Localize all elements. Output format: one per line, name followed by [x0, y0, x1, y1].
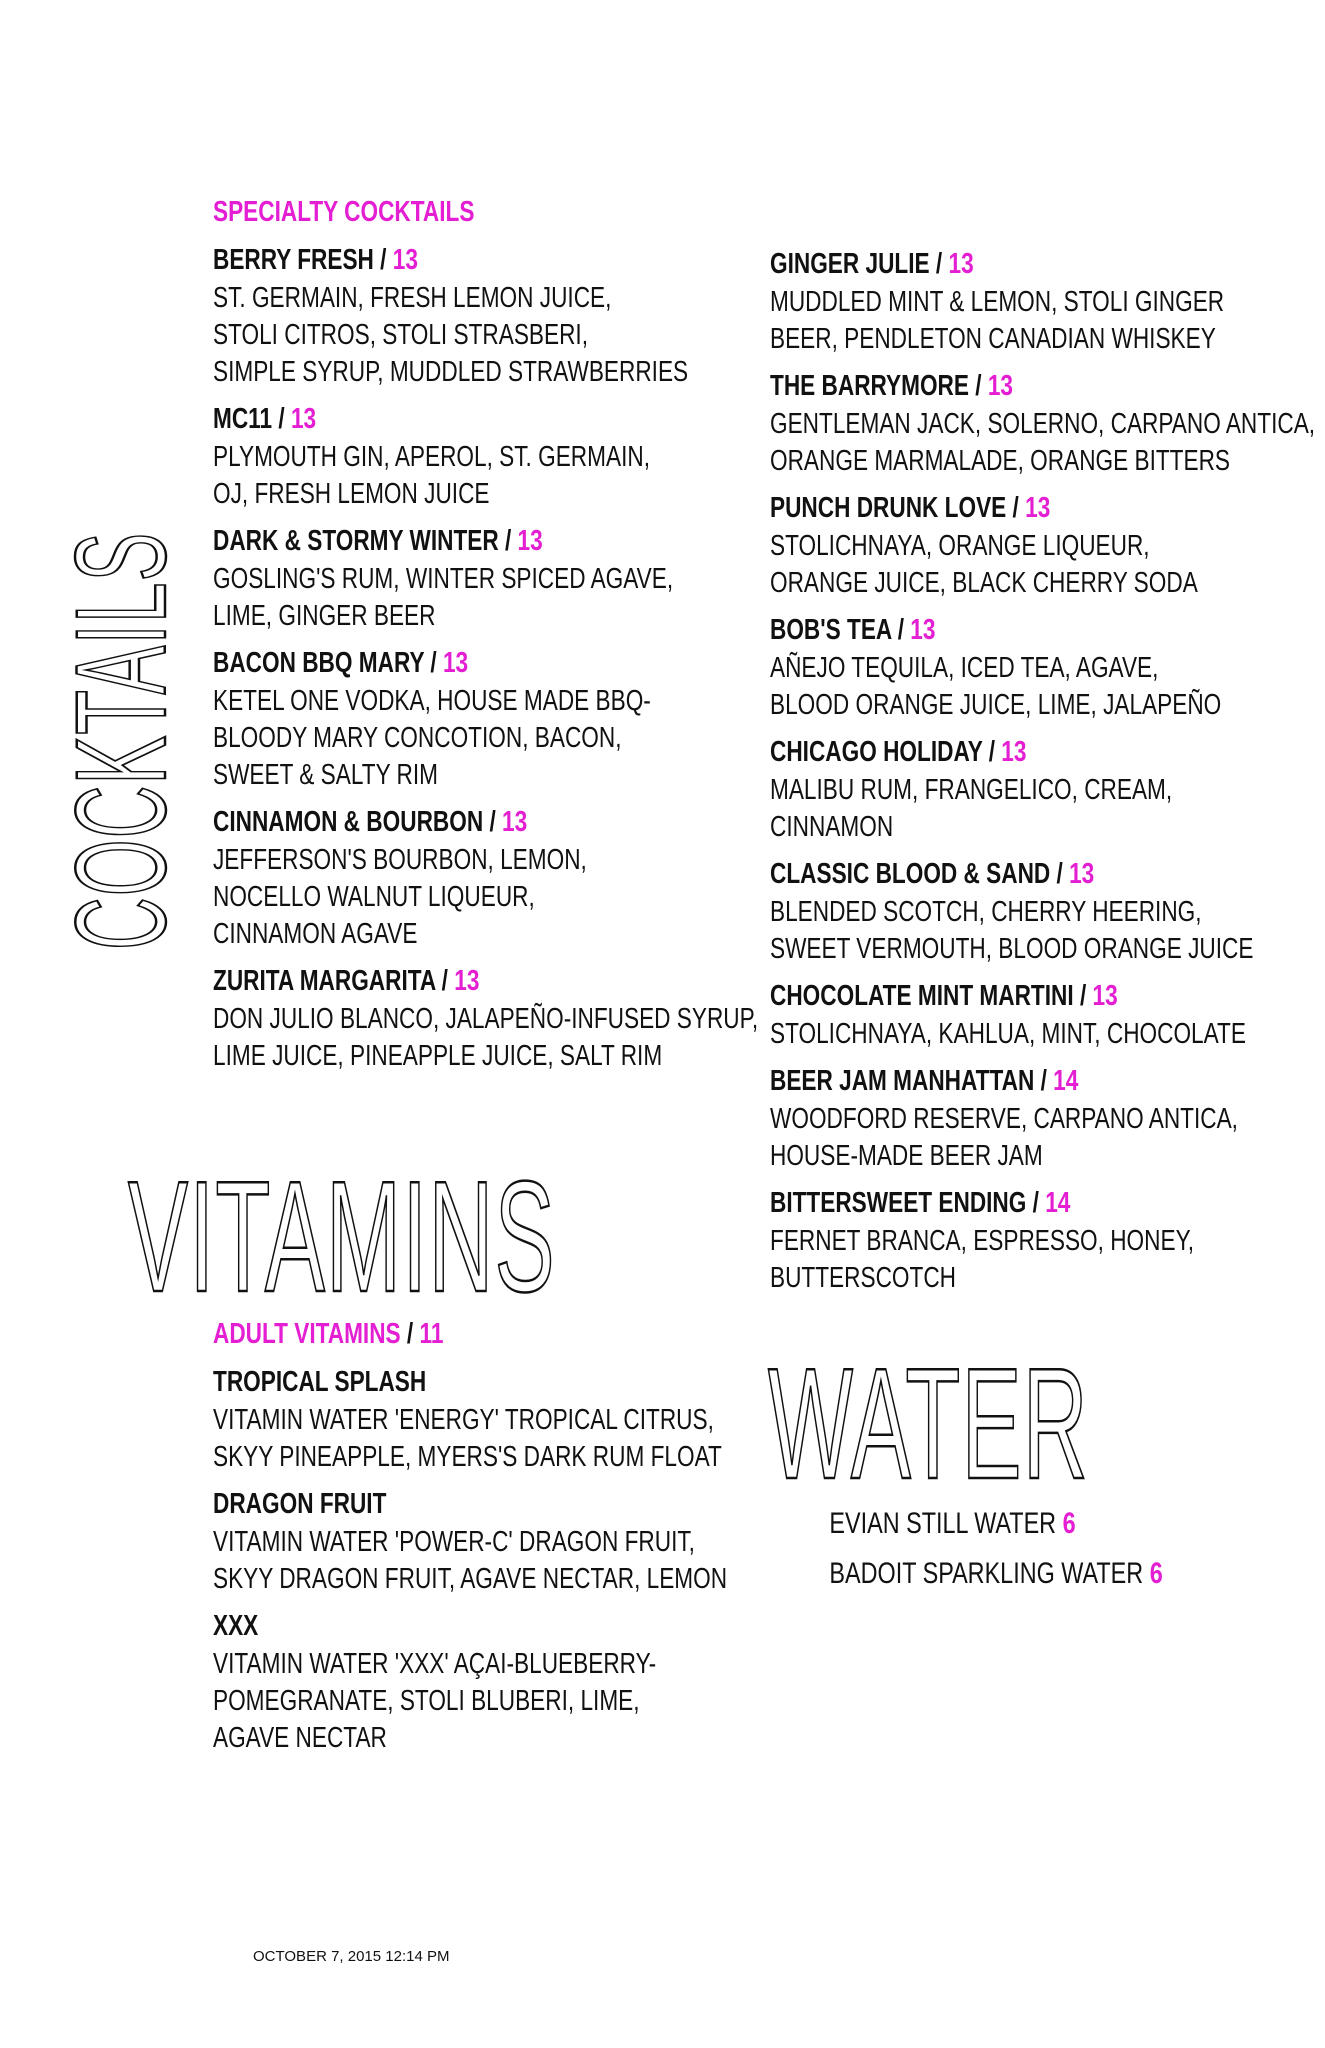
menu-item-name: DRAGON FRUIT — [213, 1488, 387, 1520]
menu-item-description-line: FERNET BRANCA, ESPRESSO, HONEY, — [770, 1225, 1195, 1257]
menu-item-xxx — [213, 1608, 773, 1757]
menu-item-price: 13 — [454, 965, 480, 997]
menu-item-name: CINNAMON & BOURBON — [213, 806, 484, 838]
menu-item-name-line — [213, 523, 650, 561]
menu-item-name: BACON BBQ MARY — [213, 647, 425, 679]
menu-item-description-line: OJ, FRESH LEMON JUICE — [213, 478, 490, 510]
menu-item-description-line: KETEL ONE VODKA, HOUSE MADE BBQ- — [213, 685, 651, 717]
menu-item-price: 13 — [987, 370, 1014, 402]
price-separator: / — [929, 248, 949, 280]
price-separator: / — [424, 647, 443, 679]
price-separator: / — [1034, 1065, 1054, 1097]
water-item-name: EVIAN STILL WATER — [829, 1507, 1057, 1540]
menu-item-price: 14 — [1053, 1065, 1079, 1097]
menu-item-mc11 — [213, 401, 773, 513]
menu-item-name: PUNCH DRUNK LOVE — [770, 492, 1007, 524]
menu-item-price: 13 — [502, 806, 528, 838]
specialty-cocktails-heading: SPECIALTY COCKTAILS — [213, 196, 475, 228]
menu-item-description-line: LIME JUICE, PINEAPPLE JUICE, SALT RIM — [213, 1040, 663, 1072]
menu-item-price: 14 — [1045, 1187, 1071, 1219]
menu-item-name: THE BARRYMORE — [770, 370, 969, 402]
water-item-price: 6 — [1149, 1557, 1163, 1590]
menu-item-price: 13 — [1001, 736, 1027, 768]
price-separator: / — [272, 403, 291, 435]
menu-item-name: ZURITA MARGARITA — [213, 965, 436, 997]
menu-item-description-line: BLOODY MARY CONCOTION, BACON, — [213, 722, 622, 754]
menu-item-description-line: WOODFORD RESERVE, CARPANO ANTICA, — [770, 1103, 1238, 1135]
menu-item-name: BITTERSWEET ENDING — [770, 1187, 1027, 1219]
menu-item-description-line: VITAMIN WATER 'POWER-C' DRAGON FRUIT, — [213, 1526, 695, 1558]
menu-item-bittersweet-ending — [770, 1185, 1310, 1297]
menu-item-description-line: STOLICHNAYA, KAHLUA, MINT, CHOCOLATE — [770, 1018, 1246, 1050]
menu-item-name: XXX — [213, 1610, 259, 1642]
menu-item-description-line: HOUSE-MADE BEER JAM — [770, 1140, 1043, 1172]
menu-item-zurita-margarita — [213, 963, 773, 1075]
menu-item-name-line — [770, 734, 1191, 772]
menu-item-name-line — [213, 804, 650, 842]
menu-item-name: MC11 — [213, 403, 273, 435]
vitamins-title: VITAMINS — [128, 1149, 556, 1325]
menu-item-description-line: BUTTERSCOTCH — [770, 1262, 956, 1294]
menu-item-price: 13 — [290, 403, 317, 435]
specialty-cocktails-left-column — [213, 196, 773, 1085]
cocktails-title: COCKTAILS — [50, 531, 193, 950]
menu-item-name-line — [213, 1608, 650, 1646]
menu-item-description-line: AGAVE NECTAR — [213, 1722, 387, 1754]
price-separator: / — [435, 965, 455, 997]
menu-item-price: 13 — [910, 614, 936, 646]
water-item-name: BADOIT SPARKLING WATER — [829, 1557, 1144, 1590]
water-section — [770, 1503, 1310, 1603]
menu-item-name-line — [770, 612, 1191, 650]
menu-item-price: 13 — [1025, 492, 1051, 524]
menu-item-name: CLASSIC BLOOD & SAND — [770, 858, 1051, 890]
price-separator: / — [498, 525, 518, 557]
menu-item-description-line: ORANGE JUICE, BLACK CHERRY SODA — [770, 567, 1198, 599]
menu-item-cinnamon-bourbon — [213, 804, 773, 953]
menu-item-classic-blood-sand — [770, 856, 1310, 968]
menu-item-description-line: CINNAMON AGAVE — [213, 918, 418, 950]
menu-item-berry-fresh — [213, 242, 773, 391]
menu-item-description-line: LIME, GINGER BEER — [213, 600, 436, 632]
menu-item-description-line: BLENDED SCOTCH, CHERRY HEERING, — [770, 896, 1202, 928]
menu-item-description-line: SIMPLE SYRUP, MUDDLED STRAWBERRIES — [213, 356, 689, 388]
menu-item-name-line — [213, 1364, 650, 1402]
menu-item-description-line: NOCELLO WALNUT LIQUEUR, — [213, 881, 535, 913]
water-item-badoit-sparkling-water — [829, 1553, 1250, 1603]
menu-item-description-line: POMEGRANATE, STOLI BLUBERI, LIME, — [213, 1685, 640, 1717]
menu-item-name-line — [770, 490, 1191, 528]
menu-item-bob-s-tea — [770, 612, 1310, 724]
menu-item-description-line: SKYY PINEAPPLE, MYERS'S DARK RUM FLOAT — [213, 1441, 722, 1473]
menu-item-description-line: PLYMOUTH GIN, APEROL, ST. GERMAIN, — [213, 441, 650, 473]
menu-item-description-line: JEFFERSON'S BOURBON, LEMON, — [213, 844, 587, 876]
adult-vitamins-section — [213, 1318, 773, 1767]
menu-item-ginger-julie — [770, 246, 1310, 358]
menu-item-name: GINGER JULIE — [770, 248, 930, 280]
menu-item-description-line: SKYY DRAGON FRUIT, AGAVE NECTAR, LEMON — [213, 1563, 728, 1595]
menu-item-name: CHOCOLATE MINT MARTINI — [770, 980, 1074, 1012]
menu-item-price: 13 — [442, 647, 469, 679]
menu-item-name-line — [770, 246, 1191, 284]
menu-item-name-line — [770, 856, 1191, 894]
price-separator: / — [373, 244, 393, 276]
menu-item-description-line: VITAMIN WATER 'ENERGY' TROPICAL CITRUS, — [213, 1404, 714, 1436]
price-separator: / — [1026, 1187, 1046, 1219]
price-separator: / — [968, 370, 988, 402]
print-timestamp: OCTOBER 7, 2015 12:14 PM — [253, 1948, 450, 1965]
adult-vitamins-price: 11 — [419, 1318, 444, 1350]
menu-item-dark-stormy-winter — [213, 523, 773, 635]
menu-item-chocolate-mint-martini — [770, 978, 1310, 1053]
menu-item-chicago-holiday — [770, 734, 1310, 846]
menu-item-description-line: SWEET VERMOUTH, BLOOD ORANGE JUICE — [770, 933, 1254, 965]
menu-item-beer-jam-manhattan — [770, 1063, 1310, 1175]
menu-item-name-line — [213, 1486, 650, 1524]
menu-item-description-line: BEER, PENDLETON CANADIAN WHISKEY — [770, 323, 1216, 355]
specialty-cocktails-right-column — [770, 246, 1316, 1307]
water-item-evian-still-water — [829, 1503, 1250, 1553]
menu-item-tropical-splash — [213, 1364, 773, 1476]
menu-item-description-line: MUDDLED MINT & LEMON, STOLI GINGER — [770, 286, 1225, 318]
adult-vitamins-heading-label: ADULT VITAMINS — [213, 1318, 401, 1350]
menu-item-name: BEER JAM MANHATTAN — [770, 1065, 1035, 1097]
price-separator: / — [483, 806, 503, 838]
menu-item-description-line: ST. GERMAIN, FRESH LEMON JUICE, — [213, 282, 612, 314]
menu-item-name-line — [770, 1063, 1191, 1101]
menu-item-the-barrymore — [770, 368, 1316, 480]
water-item-price: 6 — [1062, 1507, 1076, 1540]
menu-item-price: 13 — [948, 248, 974, 280]
menu-item-price: 13 — [1069, 858, 1095, 890]
adult-vitamins-heading: ADULT VITAMINS / 11 — [213, 1318, 444, 1350]
menu-item-description-line: VITAMIN WATER 'XXX' AÇAI-BLUEBERRY- — [213, 1648, 657, 1680]
menu-item-dragon-fruit — [213, 1486, 773, 1598]
menu-item-description-line: STOLI CITROS, STOLI STRASBERI, — [213, 319, 588, 351]
menu-item-price: 13 — [1092, 980, 1118, 1012]
menu-item-name-line — [213, 963, 650, 1001]
menu-item-description-line: GOSLING'S RUM, WINTER SPICED AGAVE, — [213, 563, 674, 595]
menu-item-name-line — [770, 1185, 1191, 1223]
menu-item-description-line: DON JULIO BLANCO, JALAPEÑO-INFUSED SYRUP, — [213, 1003, 759, 1035]
menu-item-name: DARK & STORMY WINTER — [213, 525, 499, 557]
menu-item-name-line — [213, 401, 650, 439]
menu-item-price: 13 — [392, 244, 418, 276]
menu-item-name-line — [213, 645, 650, 683]
menu-item-name-line — [770, 978, 1191, 1016]
menu-item-description-line: AÑEJO TEQUILA, ICED TEA, AGAVE, — [770, 652, 1159, 684]
menu-item-name-line — [770, 368, 1191, 406]
menu-item-price: 13 — [517, 525, 543, 557]
price-separator: / — [1073, 980, 1093, 1012]
water-title: WATER — [768, 1336, 1089, 1512]
menu-item-name: BERRY FRESH — [213, 244, 374, 276]
menu-item-name-line — [213, 242, 650, 280]
menu-item-description-line: MALIBU RUM, FRANGELICO, CREAM, — [770, 774, 1173, 806]
menu-item-name: TROPICAL SPLASH — [213, 1366, 427, 1398]
price-separator: / — [982, 736, 1002, 768]
menu-item-description-line: ORANGE MARMALADE, ORANGE BITTERS — [770, 445, 1231, 477]
price-separator: / — [1006, 492, 1026, 524]
menu-item-description-line: SWEET & SALTY RIM — [213, 759, 439, 791]
menu-item-description-line: CINNAMON — [770, 811, 894, 843]
menu-item-bacon-bbq-mary — [213, 645, 773, 794]
price-separator: / — [1050, 858, 1070, 890]
menu-item-name: BOB'S TEA — [770, 614, 892, 646]
price-separator: / — [891, 614, 911, 646]
menu-item-description-line: STOLICHNAYA, ORANGE LIQUEUR, — [770, 530, 1150, 562]
menu-item-name: CHICAGO HOLIDAY — [770, 736, 983, 768]
menu-item-description-line: GENTLEMAN JACK, SOLERNO, CARPANO ANTICA, — [770, 408, 1316, 440]
menu-item-description-line: BLOOD ORANGE JUICE, LIME, JALAPEÑO — [770, 689, 1222, 721]
menu-item-punch-drunk-love — [770, 490, 1310, 602]
